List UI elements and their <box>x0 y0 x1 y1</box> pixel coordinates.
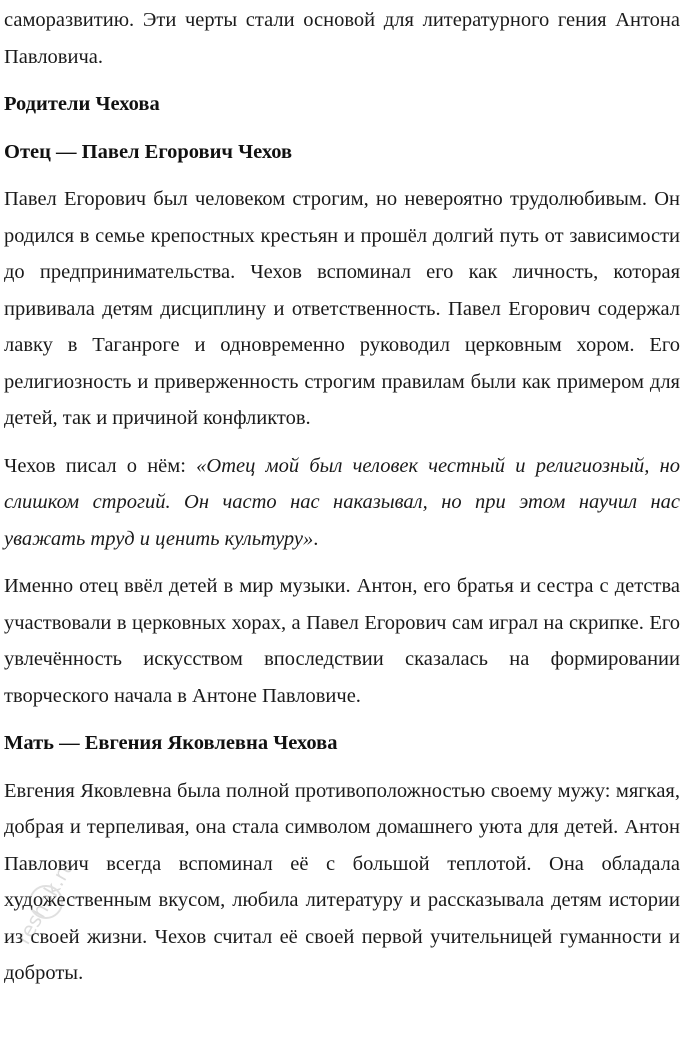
watermark-text: reshak.ru <box>11 854 80 949</box>
section-heading-parents: Родители Чехова <box>4 93 160 115</box>
quote-end: . <box>313 527 319 550</box>
father-heading: Отец — Павел Егорович Чехов <box>4 140 293 163</box>
father-paragraph-1: Павел Егорович был человеком строгим, но невероятно трудолюбивым. Он родился в семье крепостных крестьян и прошёл долгий путь от зависимости до предпринимательства. Чехов вспоминал его как личность, которая прививала детям дисциплину и ответственность. Павел Егорович содержал лавку в Таганроге и одновременно руководил церковным хором. Его религиозность и приверженность строгим правилам были как примером для детей, так и причиной конфликтов. <box>4 188 680 429</box>
intro-paragraph: саморазвитию. Эти черты стали основой для литературного гения Антона Павловича. <box>4 9 680 68</box>
father-paragraph-3: Именно отец ввёл детей в мир музыки. Антон, его братья и сестра с детства участвовали в церковных хорах, а Павел Егорович сам играл на скрипке. Его увлечённость искусством впоследствии сказалась на формировании творческого начала в Антоне Павловиче. <box>4 575 680 707</box>
quote-intro: Чехов писал о нём: <box>4 454 197 477</box>
mother-paragraph-1: Евгения Яковлевна была полной противоположностью своему мужу: мягкая, добрая и терпеливая, она стала символом домашнего уюта для детей. Антон Павлович всегда вспоминал её с большой теплотой. Она обладала художественным вкусом, любила литературу и рассказывала детям истории из своей жизни. Чехов считал её своей первой учительницей гуманности и доброты. <box>4 779 680 984</box>
father-quote-paragraph <box>4 448 680 558</box>
mother-heading: Мать — Евгения Яковлевна Чехова <box>4 732 338 754</box>
father-quote: «Отец мой был человек честный и религиозный, но слишком строгий. Он часто нас наказывал, но при этом научил нас уважать труд и ценить культуру» <box>4 454 681 550</box>
